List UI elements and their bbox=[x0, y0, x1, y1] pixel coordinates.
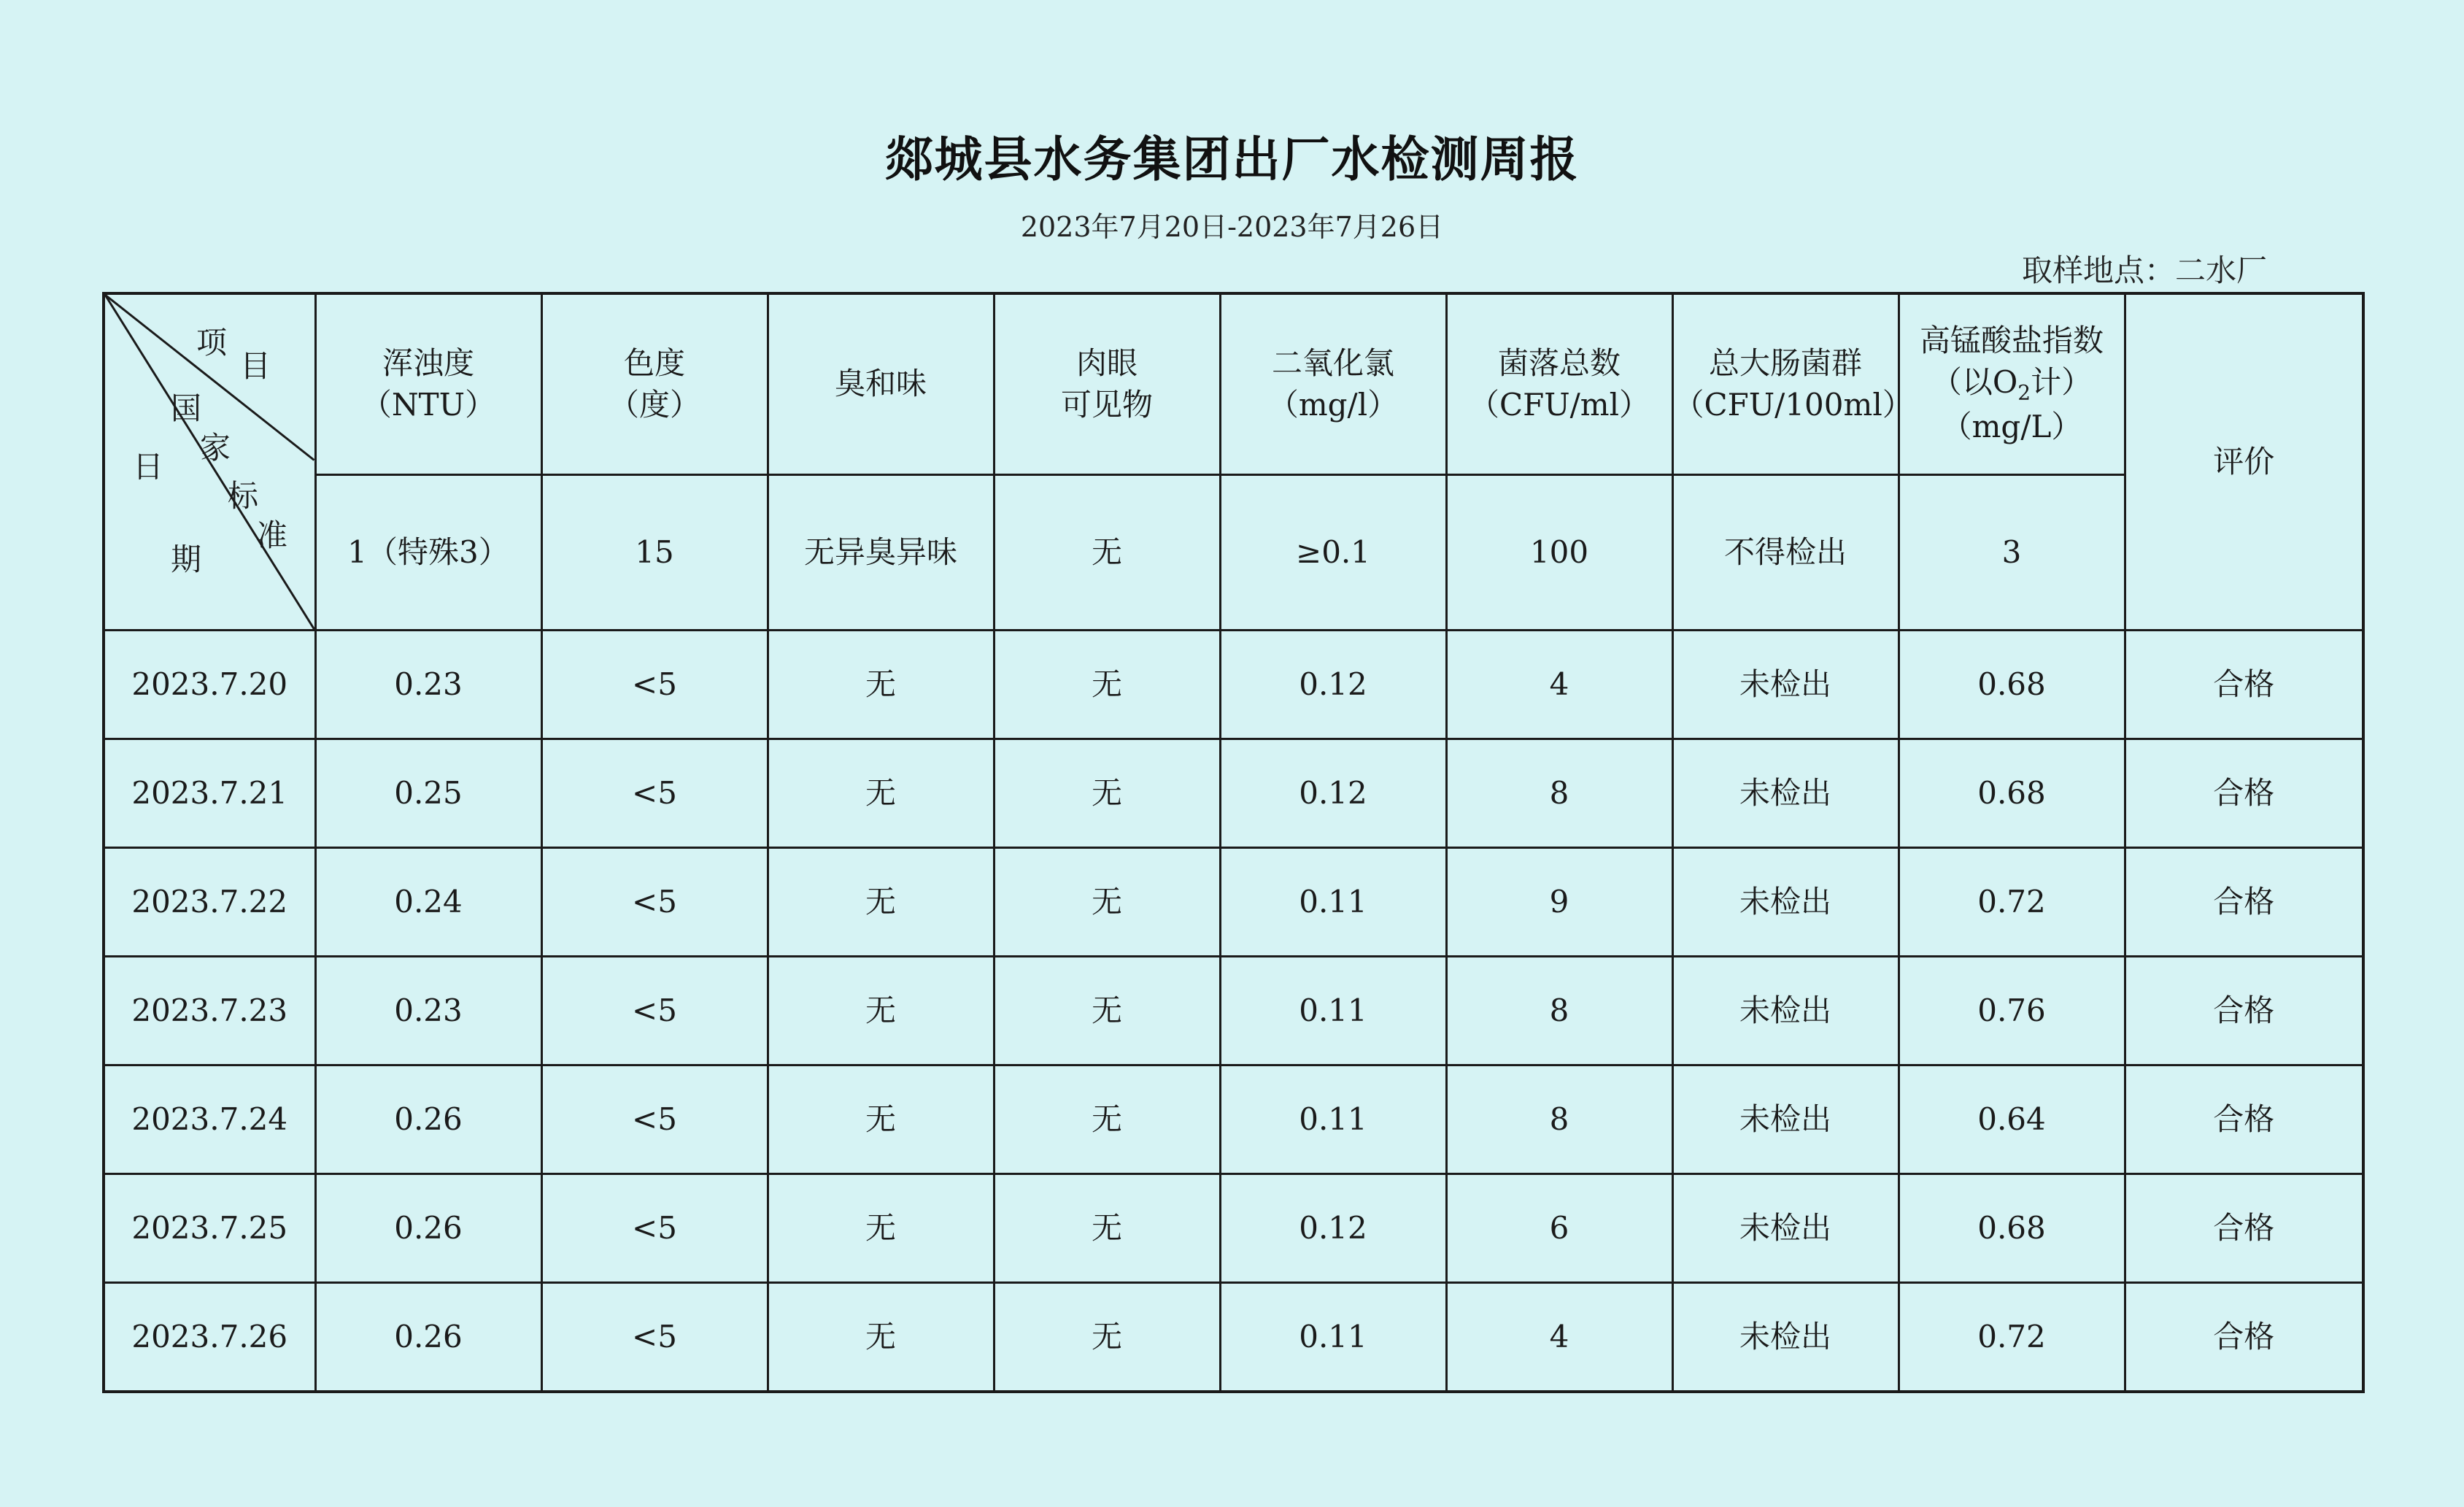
corner-standard-char-2: 家 bbox=[200, 430, 231, 466]
cell-coliform: 未检出 bbox=[1672, 1065, 1899, 1174]
header-odor: 臭和味 bbox=[768, 293, 994, 475]
cell-colony: 8 bbox=[1446, 739, 1672, 848]
cell-turbidity: 0.26 bbox=[315, 1174, 541, 1283]
cell-odor: 无 bbox=[768, 739, 994, 848]
cell-colony: 6 bbox=[1446, 1174, 1672, 1283]
cell-coliform: 未检出 bbox=[1672, 1174, 1899, 1283]
cell-date: 2023.7.21 bbox=[104, 739, 315, 848]
report-title: 郯城县水务集团出厂水检测周报 bbox=[884, 131, 1580, 188]
cell-colony: 4 bbox=[1446, 631, 1672, 739]
cell-colony: 8 bbox=[1446, 1065, 1672, 1174]
corner-standard-char-1: 国 bbox=[171, 390, 202, 426]
cell-date: 2023.7.25 bbox=[104, 1174, 315, 1283]
standard-cell: 无异臭异味 bbox=[768, 475, 994, 631]
cell-odor: 无 bbox=[768, 1283, 994, 1392]
cell-chlorine-dioxide: 0.11 bbox=[1220, 957, 1446, 1065]
data-rows bbox=[104, 631, 2363, 1392]
cell-colony: 8 bbox=[1446, 957, 1672, 1065]
cell-date: 2023.7.20 bbox=[104, 631, 315, 739]
cell-chlorine-dioxide: 0.12 bbox=[1220, 739, 1446, 848]
cell-coliform: 未检出 bbox=[1672, 1283, 1899, 1392]
header-evaluation: 评价 bbox=[2125, 293, 2363, 631]
cell-date: 2023.7.23 bbox=[104, 957, 315, 1065]
header-chlorine-dioxide: 二氧化氯 （mg/l） bbox=[1220, 293, 1446, 475]
cell-permanganate: 0.68 bbox=[1899, 739, 2125, 848]
standard-cell: ≥0.1 bbox=[1220, 475, 1446, 631]
cell-evaluation: 合格 bbox=[2125, 848, 2363, 957]
report-period: 2023年7月20日-2023年7月26日 bbox=[1020, 211, 1444, 243]
cell-colony: 4 bbox=[1446, 1283, 1672, 1392]
standard-cell: 不得检出 bbox=[1672, 475, 1899, 631]
cell-color: <5 bbox=[541, 739, 768, 848]
cell-chlorine-dioxide: 0.12 bbox=[1220, 1174, 1446, 1283]
cell-color: <5 bbox=[541, 631, 768, 739]
cell-coliform: 未检出 bbox=[1672, 957, 1899, 1065]
cell-turbidity: 0.24 bbox=[315, 848, 541, 957]
standard-cell: 1（特殊3） bbox=[315, 475, 541, 631]
cell-turbidity: 0.26 bbox=[315, 1065, 541, 1174]
cell-odor: 无 bbox=[768, 631, 994, 739]
water-quality-table bbox=[102, 292, 2365, 1393]
cell-color: <5 bbox=[541, 1283, 768, 1392]
cell-coliform: 未检出 bbox=[1672, 739, 1899, 848]
cell-turbidity: 0.23 bbox=[315, 957, 541, 1065]
cell-odor: 无 bbox=[768, 1174, 994, 1283]
cell-odor: 无 bbox=[768, 957, 994, 1065]
header-row bbox=[104, 293, 2363, 475]
cell-date: 2023.7.22 bbox=[104, 848, 315, 957]
header-colony: 菌落总数 （CFU/ml） bbox=[1446, 293, 1672, 475]
cell-evaluation: 合格 bbox=[2125, 739, 2363, 848]
cell-turbidity: 0.26 bbox=[315, 1283, 541, 1392]
table-row bbox=[104, 1174, 2363, 1283]
corner-date-char-1: 日 bbox=[133, 449, 164, 485]
sampling-location bbox=[2022, 247, 2267, 290]
cell-colony: 9 bbox=[1446, 848, 1672, 957]
cell-visible: 无 bbox=[994, 739, 1220, 848]
cell-visible: 无 bbox=[994, 848, 1220, 957]
cell-evaluation: 合格 bbox=[2125, 1065, 2363, 1174]
header-color: 色度 （度） bbox=[541, 293, 768, 475]
cell-evaluation: 合格 bbox=[2125, 1283, 2363, 1392]
diagonal-corner-cell bbox=[104, 293, 315, 631]
cell-visible: 无 bbox=[994, 1065, 1220, 1174]
header-coliform: 总大肠菌群 （CFU/100ml） bbox=[1672, 293, 1899, 475]
corner-standard-char-4: 准 bbox=[257, 517, 288, 553]
table-row bbox=[104, 739, 2363, 848]
corner-item-char-1: 项 bbox=[196, 325, 228, 361]
cell-date: 2023.7.26 bbox=[104, 1283, 315, 1392]
cell-coliform: 未检出 bbox=[1672, 631, 1899, 739]
cell-odor: 无 bbox=[768, 1065, 994, 1174]
cell-permanganate: 0.72 bbox=[1899, 848, 2125, 957]
cell-odor: 无 bbox=[768, 848, 994, 957]
cell-chlorine-dioxide: 0.12 bbox=[1220, 631, 1446, 739]
table-row bbox=[104, 631, 2363, 739]
cell-chlorine-dioxide: 0.11 bbox=[1220, 1283, 1446, 1392]
cell-color: <5 bbox=[541, 848, 768, 957]
table-row bbox=[104, 1283, 2363, 1392]
sampling-location-label: 取样地点： bbox=[2021, 253, 2175, 288]
corner-standard-char-3: 标 bbox=[228, 478, 259, 514]
cell-chlorine-dioxide: 0.11 bbox=[1220, 1065, 1446, 1174]
table-row bbox=[104, 848, 2363, 957]
standard-cell: 3 bbox=[1899, 475, 2125, 631]
table-row bbox=[104, 1065, 2363, 1174]
cell-turbidity: 0.25 bbox=[315, 739, 541, 848]
sampling-location-value: 二水厂 bbox=[2174, 253, 2267, 288]
cell-permanganate: 0.68 bbox=[1899, 1174, 2125, 1283]
cell-visible: 无 bbox=[994, 1174, 1220, 1283]
header-turbidity: 浑浊度 （NTU） bbox=[315, 293, 541, 475]
table-row bbox=[104, 957, 2363, 1065]
cell-permanganate: 0.72 bbox=[1899, 1283, 2125, 1392]
cell-permanganate: 0.68 bbox=[1899, 631, 2125, 739]
standard-cell: 15 bbox=[541, 475, 768, 631]
header-visible: 肉眼 可见物 bbox=[994, 293, 1220, 475]
cell-visible: 无 bbox=[994, 957, 1220, 1065]
cell-evaluation: 合格 bbox=[2125, 957, 2363, 1065]
corner-date-char-2: 期 bbox=[171, 541, 202, 577]
standard-cell: 100 bbox=[1446, 475, 1672, 631]
cell-coliform: 未检出 bbox=[1672, 848, 1899, 957]
standard-row bbox=[104, 475, 2363, 631]
standard-cell: 无 bbox=[994, 475, 1220, 631]
header-permanganate: 高锰酸盐指数 （以$O_2$计） （mg/L） bbox=[1899, 293, 2125, 475]
cell-permanganate: 0.64 bbox=[1899, 1065, 2125, 1174]
cell-turbidity: 0.23 bbox=[315, 631, 541, 739]
cell-color: <5 bbox=[541, 1065, 768, 1174]
cell-color: <5 bbox=[541, 957, 768, 1065]
cell-visible: 无 bbox=[994, 1283, 1220, 1392]
cell-color: <5 bbox=[541, 1174, 768, 1283]
cell-date: 2023.7.24 bbox=[104, 1065, 315, 1174]
cell-evaluation: 合格 bbox=[2125, 1174, 2363, 1283]
cell-chlorine-dioxide: 0.11 bbox=[1220, 848, 1446, 957]
cell-evaluation: 合格 bbox=[2125, 631, 2363, 739]
corner-item-char-2: 目 bbox=[240, 348, 271, 384]
cell-visible: 无 bbox=[994, 631, 1220, 739]
cell-permanganate: 0.76 bbox=[1899, 957, 2125, 1065]
